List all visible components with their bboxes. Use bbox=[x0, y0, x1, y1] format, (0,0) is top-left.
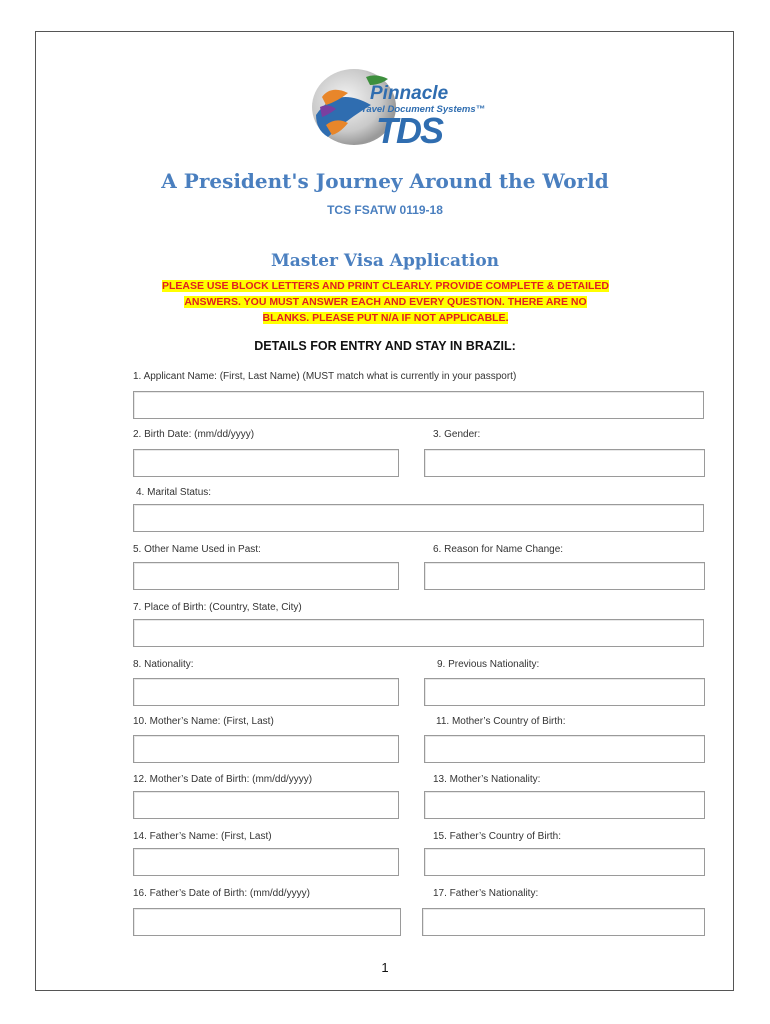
applicant-name-field[interactable] bbox=[133, 391, 704, 419]
form-title: Master Visa Application bbox=[270, 251, 500, 271]
mother-country-label: 11. Mother’s Country of Birth: bbox=[436, 716, 566, 727]
mother-nationality-label: 13. Mother’s Nationality: bbox=[433, 774, 541, 785]
father-birth-date-label: 16. Father’s Date of Birth: (mm/dd/yyyy) bbox=[133, 888, 310, 899]
other-name-field[interactable] bbox=[133, 562, 399, 590]
mother-birth-date-field[interactable] bbox=[133, 791, 399, 819]
father-birth-date-field[interactable] bbox=[133, 908, 401, 936]
place-of-birth-label: 7. Place of Birth: (Country, State, City) bbox=[133, 602, 302, 613]
document-title: A President's Journey Around the World bbox=[161, 169, 609, 193]
marital-status-label: 4. Marital Status: bbox=[136, 487, 212, 498]
gender-field[interactable] bbox=[424, 449, 705, 477]
applicant-name-label: 1. Applicant Name: (First, Last Name) (MUST match what is currently in your passport) bbox=[133, 371, 517, 382]
section-heading: DETAILS FOR ENTRY AND STAY IN BRAZIL: bbox=[254, 339, 516, 353]
marital-status-field[interactable] bbox=[133, 504, 704, 532]
father-nationality-field[interactable] bbox=[422, 908, 705, 936]
mother-name-label: 10. Mother’s Name: (First, Last) bbox=[133, 716, 274, 727]
nationality-label: 8. Nationality: bbox=[133, 659, 194, 670]
previous-nationality-label: 9. Previous Nationality: bbox=[437, 659, 540, 670]
page-number: 1 bbox=[381, 960, 389, 975]
father-country-label: 15. Father’s Country of Birth: bbox=[433, 831, 562, 842]
logo-mark-text: TDS bbox=[376, 110, 442, 151]
other-name-label: 5. Other Name Used in Past: bbox=[133, 544, 261, 555]
birth-date-field[interactable] bbox=[133, 449, 399, 477]
mother-name-field[interactable] bbox=[133, 735, 399, 763]
logo-brand-text: Pinnacle bbox=[370, 83, 449, 104]
instructions-warning bbox=[133, 278, 638, 326]
warning-line: BLANKS. PLEASE PUT N/A IF NOT APPLICABLE. bbox=[262, 312, 509, 324]
father-nationality-label: 17. Father’s Nationality: bbox=[433, 888, 539, 899]
name-change-reason-field[interactable] bbox=[424, 562, 705, 590]
name-change-reason-label: 6. Reason for Name Change: bbox=[433, 544, 564, 555]
logo-subtitle-text: Travel Document Systems™ bbox=[357, 104, 486, 115]
birth-date-label: 2. Birth Date: (mm/dd/yyyy) bbox=[133, 429, 255, 440]
mother-nationality-field[interactable] bbox=[424, 791, 705, 819]
place-of-birth-field[interactable] bbox=[133, 619, 704, 647]
father-name-label: 14. Father’s Name: (First, Last) bbox=[133, 831, 272, 842]
previous-nationality-field[interactable] bbox=[424, 678, 705, 706]
nationality-field[interactable] bbox=[133, 678, 399, 706]
warning-line: PLEASE USE BLOCK LETTERS AND PRINT CLEARLY. PROVIDE COMPLETE & DETAILED bbox=[161, 280, 610, 292]
gender-label: 3. Gender: bbox=[433, 429, 481, 440]
warning-line: ANSWERS. YOU MUST ANSWER EACH AND EVERY QUESTION. THERE ARE NO bbox=[184, 296, 587, 308]
mother-birth-date-label: 12. Mother’s Date of Birth: (mm/dd/yyyy) bbox=[133, 774, 313, 785]
document-code: TCS FSATW 0119-18 bbox=[327, 203, 443, 217]
mother-country-field[interactable] bbox=[424, 735, 705, 763]
father-country-field[interactable] bbox=[424, 848, 705, 876]
father-name-field[interactable] bbox=[133, 848, 399, 876]
